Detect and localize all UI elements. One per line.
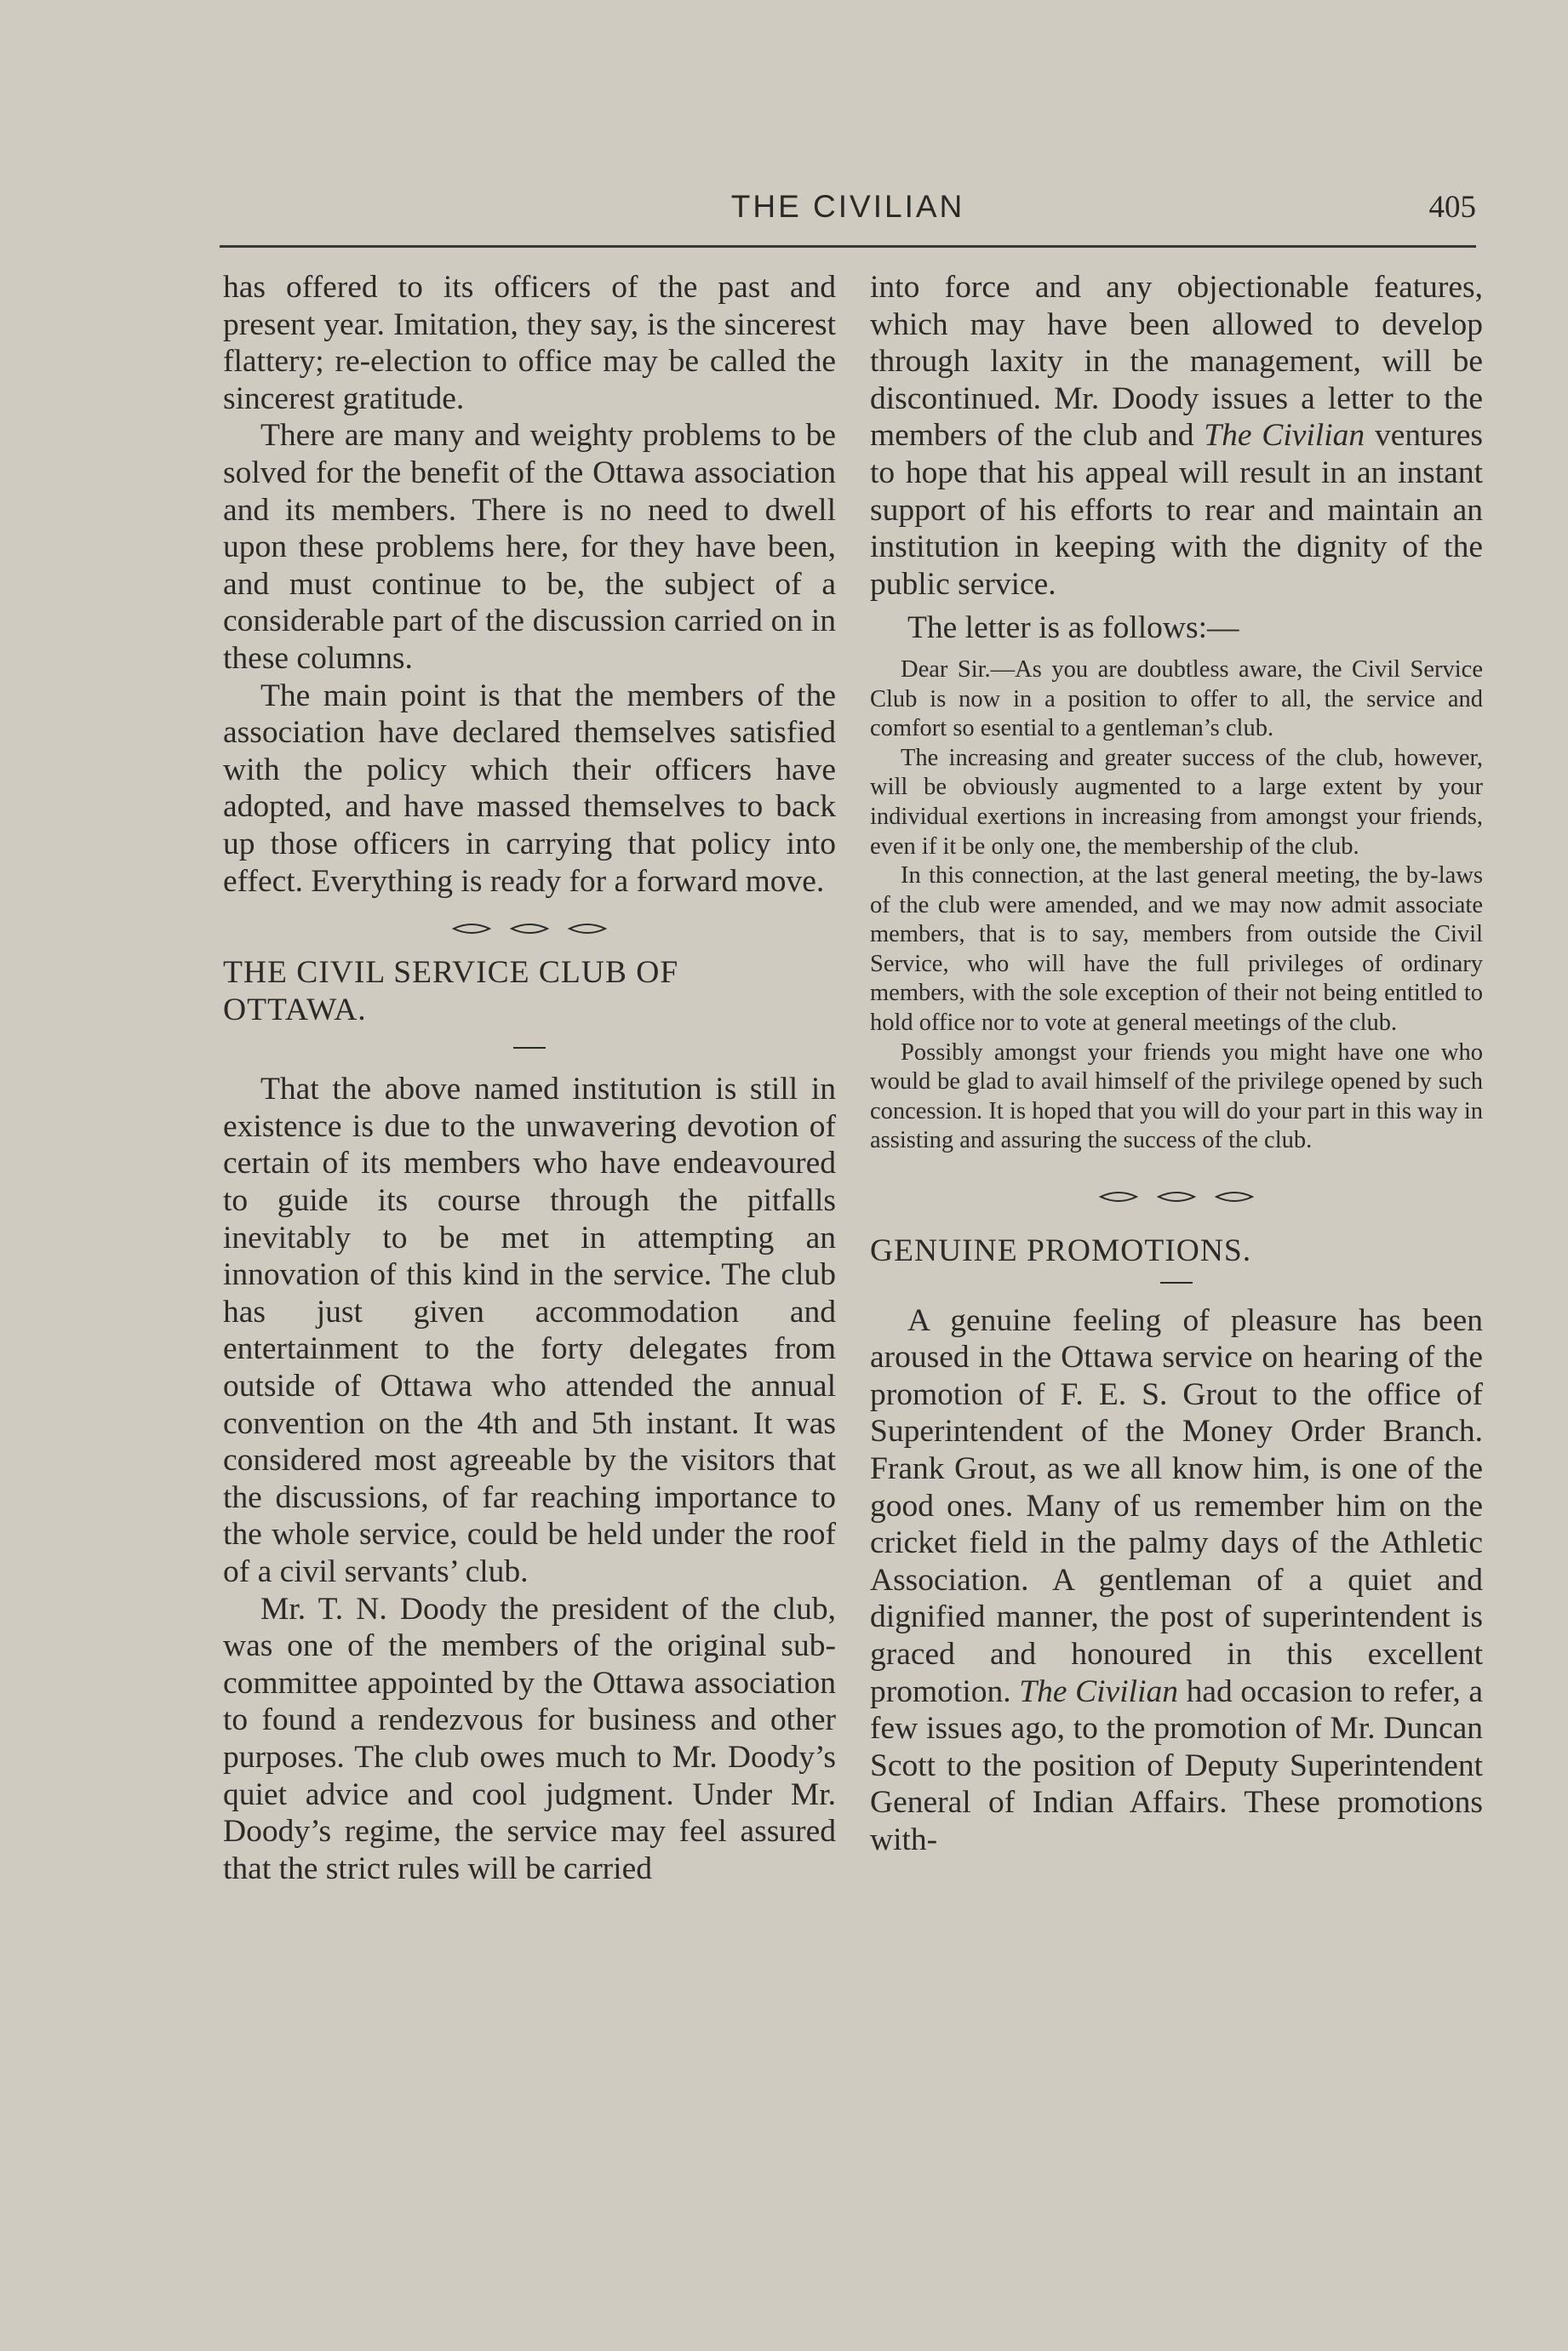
section-heading: OTTAWA. (223, 992, 367, 1027)
section-heading: THE CIVIL SERVICE CLUB OF (223, 955, 679, 991)
paragraph (870, 1302, 1483, 1859)
diamond-ornament-icon (452, 922, 491, 935)
page-number: 405 (1428, 190, 1476, 225)
diamond-ornament-icon (1215, 1190, 1254, 1204)
running-header (220, 189, 1476, 230)
journal-title: THE CIVILIAN (730, 189, 965, 224)
left-column (223, 269, 836, 1887)
section-heading: GENUINE PROMOTIONS. (870, 1233, 1252, 1269)
paragraph: The letter is as follows:— (907, 610, 1239, 646)
publication-name: The Civilian (1019, 1673, 1178, 1709)
paragraph: Mr. T. N. Doody the president of the club, was one of the members of the original sub-committee appointed by the Ottawa association to found a rendezvous for business and other purposes. The club owes much to Mr. Doody’s quiet advice and cool judgment. Under Mr. Doody’s regime, the service may feel assured that the strict rules will be carried (223, 1591, 836, 1886)
header-rule (220, 245, 1476, 248)
diamond-ornament-icon (1099, 1190, 1138, 1204)
letter-paragraph: In this connection, at the last general meeting, the by-laws of the club were amended, and we may now admit associate members, that is to say, members from outside the Civil Service, who will have the full privileges of ordinary members, with the sole exception of their not being entitled to hold office nor to vote at general meetings of the club. (870, 862, 1483, 1037)
text-run: ventures to hope that his appeal will result in an instant support of his efforts to rear and maintain an institution in keeping with the dignity of the public service. (870, 418, 1483, 602)
letter-paragraph: The increasing and greater success of the club, however, will be obviously augmented to a large extent by your individual exertions in increasing from amongst your friends, even if it be only one, the membership of the club. (870, 744, 1483, 860)
letter-paragraph: Dear Sir.—As you are doubtless aware, the Civil Service Club is now in a position to offer to all, the service and comfort so esential to a gentleman’s club. (870, 655, 1483, 742)
diamond-ornament-icon (510, 922, 549, 935)
paragraph (870, 269, 1483, 603)
paragraph: There are many and weighty problems to be solved for the benefit of the Ottawa association and its members. There is no need to dwell upon these problems here, for they have been, and must continue to be, the subject of a considerable part of the discussion carried on in these columns. (223, 418, 836, 676)
right-column (870, 269, 1483, 1859)
paragraph: The main point is that the members of the association have declared themselves satisfied with the policy which their officers have adopted, and have massed themselves to back up those officers in carrying that policy into effect. Everything is ready for a forward move. (223, 678, 836, 899)
letter-paragraph: Possibly amongst your friends you might have one who would be glad to avail himself of the privilege opened by such concession. It is hoped that you will do your part in this way in assisting and assuring the success of the club. (870, 1038, 1483, 1154)
heading-dash (1160, 1282, 1193, 1284)
paragraph: has offered to its officers of the past and present year. Imitation, they say, is the sincerest flattery; re-election to office may be called the sincerest gratitude. (223, 270, 836, 416)
paragraph: That the above named institution is still in existence is due to the unwavering devotion of certain of its members who have endeavoured to guide its course through the pitfalls inevitably to be met in attempting an innovation of this kind in the service. The club has just given accommodation and entertainment to the forty delegates from outside of Ottawa who attended the annual convention on the 4th and 5th instant. It was considered most agreeable by the visitors that the discussions, of far reaching importance to the whole service, could be held under the roof of a civil servants’ club. (223, 1072, 836, 1589)
section-ornament (870, 1190, 1483, 1204)
text-run: had occasion to refer, a few issues ago, to the promotion of Mr. Duncan Scott to the position of Deputy Superintendent General of Indian Affairs. These promotions with- (870, 1673, 1483, 1857)
text-run: A genuine feeling of pleasure has been aroused in the Ottawa service on hearing of the promotion of F. E. S. Grout to the office of Superintendent of the Money Order Branch. Frank Grout, as we all know him, is one of the good ones. Many of us remember him on the cricket field in the palmy days of the Athletic Association. A gentleman of a quiet and dignified manner, the post of superintendent is graced and honoured in this excellent promotion. (870, 1302, 1483, 1709)
diamond-ornament-icon (1157, 1190, 1196, 1204)
heading-dash (513, 1047, 546, 1049)
text-run: into force and any objectionable features, which may have been allowed to develop through laxity in the management, will be discontinued. Mr. Doody issues a letter to the members of the club and (870, 270, 1483, 454)
section-ornament (223, 922, 836, 935)
diamond-ornament-icon (568, 922, 607, 935)
publication-name: The Civilian (1204, 418, 1365, 454)
